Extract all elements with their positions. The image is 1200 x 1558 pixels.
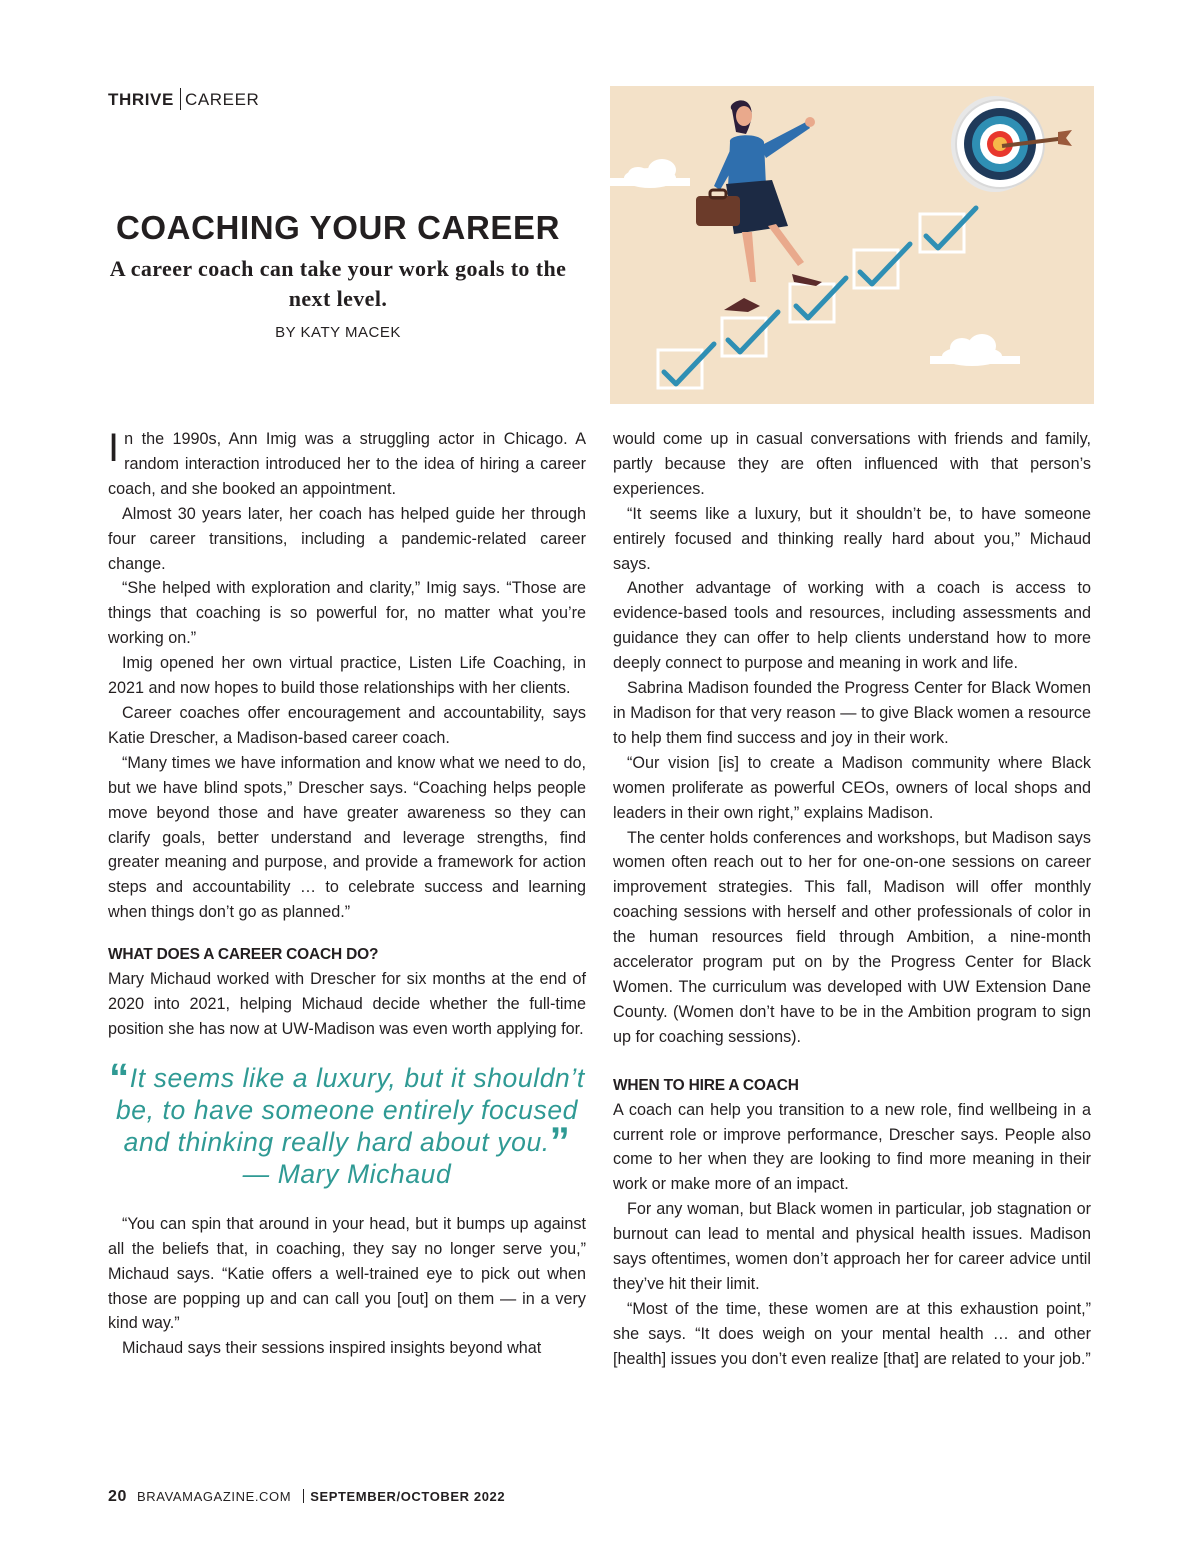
body-paragraph: “She helped with exploration and clarity,” Imig says. “Those are things that coaching is so powerful for, no matter what you’re working on.” — [108, 579, 586, 648]
page-footer — [108, 1488, 505, 1506]
open-quote-mark: “ — [109, 1055, 130, 1100]
body-paragraph: Michaud says their sessions inspired insights beyond what — [122, 1339, 542, 1358]
body-paragraph: Imig opened her own virtual practice, Listen Life Coaching, in 2021 and now hopes to build those relationships with her clients. — [108, 654, 586, 698]
section-topic: CAREER — [184, 90, 260, 109]
body-paragraph: “Most of the time, these women are at this exhaustion point,” she says. “It does weigh on your mental health … and other [health] issues you don’t even realize [that] are related to your job.” — [613, 1299, 1091, 1368]
footer-issue: SEPTEMBER/OCTOBER 2022 — [310, 1489, 506, 1504]
pull-quote — [108, 1055, 586, 1190]
article-headline: COACHING YOUR CAREER — [115, 209, 561, 246]
body-paragraph: Career coaches offer encouragement and accountability, says Katie Drescher, a Madison-based career coach. — [108, 703, 586, 747]
body-paragraph: Mary Michaud worked with Drescher for six months at the end of 2020 into 2021, helping Michaud decide whether the full-time position she has now at UW-Madison was even worth applying for. — [108, 970, 586, 1038]
pull-quote-attribution: — Mary Michaud — [242, 1158, 452, 1189]
footer-site: BRAVAMAGAZINE.COM — [137, 1489, 292, 1504]
body-paragraph: For any woman, but Black women in particular, job stagnation or burnout can lead to mental and physical health issues. Madison says oftentimes, women don’t approach her for career advice until they’ve hit their limit. — [613, 1200, 1091, 1293]
section-kicker: THRIVE — [108, 90, 174, 109]
pull-quote-text: It seems like a luxury, but it shouldn’t be, to have someone entirely focused and thinking really hard about you. — [115, 1062, 585, 1157]
close-quote-mark: ” — [549, 1119, 571, 1164]
left-column — [108, 427, 586, 1361]
body-paragraph: Another advantage of working with a coach is access to evidence-based tools and resources, including assessments and guidance they can offer to help clients understand how to more deeply connect to purpose and meaning in work and life. — [613, 579, 1091, 673]
right-column — [613, 427, 1091, 1372]
footer-divider — [303, 1489, 304, 1503]
section-subhead: WHAT DOES A CAREER COACH DO? — [108, 946, 379, 964]
section-divider — [180, 88, 181, 110]
article-dek: A career coach can take your work goals to the next level. — [109, 256, 567, 311]
body-paragraph: “Our vision [is] to create a Madison community where Black women proliferate as powerful CEOs, owners of local shops and leaders in their own right,” explains Madison. — [613, 753, 1091, 822]
headline-block — [108, 208, 568, 341]
body-paragraph: The center holds conferences and workshops, but Madison says women often reach out to her for one-on-one sessions on career improvement strategies. This fall, Madison will offer monthly coaching sessions with herself and other professionals of color in the human resources field through Ambition, a nine-month accelerator program put on by the Progress Center for Black Women. The curriculum was developed with UW Extension Dane County. (Women don’t have to be in the Ambition program to sign up for coaching sessions). — [613, 828, 1091, 1046]
body-paragraph: A coach can help you transition to a new role, find wellbeing in a current role or improve performance, Drescher says. People also come to her when they are looking to find more meaning in their work or make more of an impact. — [613, 1100, 1091, 1194]
body-paragraph: Almost 30 years later, her coach has helped guide her through four career transitions, including a pandemic-related career change. — [108, 504, 586, 573]
section-tag — [108, 88, 259, 111]
body-paragraph: “Many times we have information and know what we need to do, but we have blind spots,” Drescher says. “Coaching helps people move beyond those and have greater awareness so they can clarify goals, better understand and leverage strengths, find greater meaning and purpose, and provide a framework for action steps and accountability … to celebrate success and learning when things don’t go as planned.” — [108, 753, 586, 922]
page-number: 20 — [108, 1488, 127, 1505]
body-paragraph: would come up in casual conversations with friends and family, partly because they are often influenced with that person’s experiences. — [613, 430, 1091, 498]
body-paragraph: In the 1990s, Ann Imig was a struggling actor in Chicago. A random interaction introduced her to the idea of hiring a career coach, and she booked an appointment. — [108, 426, 586, 498]
body-paragraph: “It seems like a luxury, but it shouldn’t be, to have someone entirely focused and thinking really hard about you,” Michaud says. — [613, 504, 1091, 573]
section-subhead: WHEN TO HIRE A COACH — [613, 1076, 799, 1094]
body-paragraph: “You can spin that around in your head, but it bumps up against all the beliefs that, in coaching, they say no longer serve you,” Michaud says. “Katie offers a well-trained eye to pick out when those are popping up and can call you [out] on them — in a very kind way.” — [108, 1214, 586, 1333]
body-paragraph: Sabrina Madison founded the Progress Center for Black Women in Madison for that very reason — to give Black women a resource to help them find success and joy in their work. — [613, 679, 1091, 747]
article-byline: BY KATY MACEK — [275, 324, 401, 341]
career-ladder-illustration — [610, 86, 1094, 404]
